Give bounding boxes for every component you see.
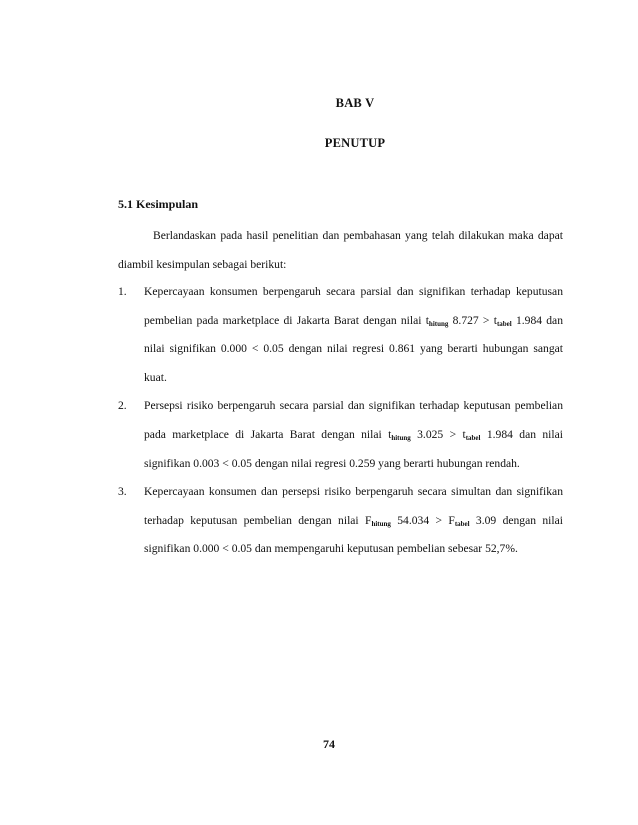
intro-paragraph [118, 222, 563, 279]
list-item-text: 1.984 dan nilai signifikan 0.000 < 0.05 dengan nilai regresi 0.861 yang berarti hubungan sangat kuat. [144, 313, 564, 384]
subscript: tabel [454, 519, 470, 528]
subscript: tabel [465, 433, 481, 442]
list-item [118, 392, 563, 478]
list-item-text: 3.025 > t [410, 427, 466, 441]
subscript: hitung [371, 519, 391, 528]
list-item-text: 3.09 dengan nilai signifikan 0.000 < 0.05 dan mempengaruhi keputusan pembelian sebesar 52,7%. [144, 513, 563, 556]
list-item [118, 278, 563, 392]
subscript: hitung [391, 433, 411, 442]
list-item [118, 478, 563, 564]
list-item-text: 54.034 > F [390, 513, 455, 527]
subscript: hitung [428, 319, 449, 328]
list-item-number: 1. [118, 285, 127, 298]
page-number: 74 [323, 737, 335, 751]
list-item-number: 3. [118, 485, 127, 499]
list-item-text: Kepercayaan konsumen dan persepsi risiko berpengaruh secara simultan dan signifikan terhadap keputusan pembelian dengan nilai F [144, 485, 563, 527]
list-item-text: Persepsi risiko berpengaruh secara parsial dan signifikan terhadap keputusan pembelian pada marketplace di Jakarta Barat dengan nilai t [144, 399, 563, 441]
conclusion-list [118, 278, 563, 564]
list-item-number: 2. [118, 399, 127, 413]
intro-text: Berlandaskan pada hasil penelitian dan pembahasan yang telah dilakukan maka dapat diambil kesimpulan sebagai berikut: [118, 229, 563, 271]
chapter-title: PENUTUP [324, 136, 386, 150]
list-item-text: Kepercayaan konsumen berpengaruh secara parsial dan signifikan terhadap keputusan pembelian pada marketplace di Jakarta Barat dengan nilai t [144, 285, 563, 327]
list-item-text: 1.984 dan nilai signifikan 0.003 < 0.05 dengan nilai regresi 0.259 yang berarti hubungan rendah. [144, 427, 563, 470]
subscript: tabel [496, 319, 512, 328]
chapter-label: BAB V [335, 96, 375, 110]
list-item-text: 8.727 > t [448, 313, 497, 327]
section-heading: 5.1 Kesimpulan [118, 197, 199, 211]
